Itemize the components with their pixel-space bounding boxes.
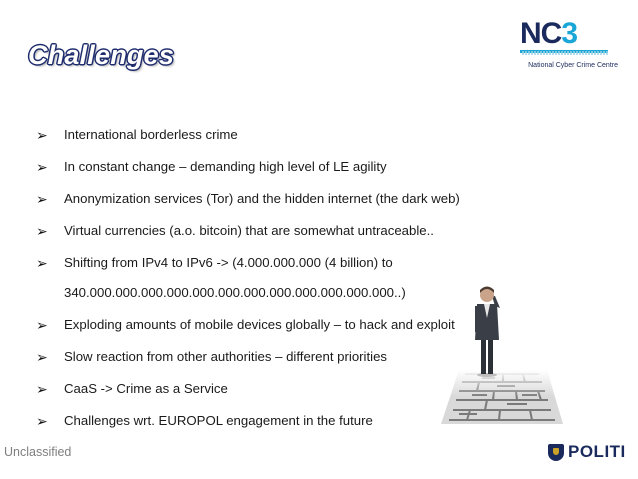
- arrow-bullet-icon: ➢: [36, 159, 48, 175]
- bullet-text: In constant change – demanding high level of LE agility: [64, 159, 387, 174]
- logo-mark: [520, 18, 577, 50]
- logo-mark-3: 3: [561, 17, 578, 50]
- arrow-bullet-icon: ➢: [36, 191, 48, 207]
- bullet-text: Virtual currencies (a.o. bitcoin) that are somewhat untraceable..: [64, 223, 434, 238]
- bullet-item: [36, 316, 455, 334]
- bullet-text: Slow reaction from other authorities – different priorities: [64, 349, 388, 364]
- bullet-text: Challenges wrt. EUROPOL engagement in the future: [64, 413, 373, 428]
- arrow-bullet-icon: ➢: [36, 223, 48, 239]
- bullet-text: International borderless crime: [64, 127, 238, 142]
- logo-caption: National Cyber Crime Centre: [528, 62, 618, 69]
- politi-logo: POLITI: [568, 442, 626, 461]
- bullet-text: Exploding amounts of mobile devices globally – to hack and exploit: [64, 317, 455, 332]
- arrow-bullet-icon: ➢: [36, 317, 48, 333]
- arrow-bullet-icon: ➢: [36, 127, 48, 143]
- arrow-bullet-icon: ➢: [36, 255, 48, 271]
- bullet-continuation: 340.000.000.000.000.000.000.000.000.000.000.000.000..): [64, 285, 406, 300]
- arrow-bullet-icon: ➢: [36, 349, 48, 365]
- bullet-item: [36, 126, 238, 144]
- maze: [441, 370, 563, 424]
- bullet-item: [36, 380, 228, 398]
- businessman-figure: [475, 287, 500, 378]
- logo-mark-nc: NC: [520, 17, 562, 50]
- bullet-item: [36, 348, 387, 366]
- slide-title: Challenges: [28, 40, 175, 70]
- logo-strip-pattern: [522, 51, 608, 55]
- classification-label: Unclassified: [4, 445, 72, 459]
- bullet-text: CaaS -> Crime as a Service: [64, 381, 228, 396]
- bullet-text: Anonymization services (Tor) and the hidden internet (the dark web): [64, 191, 460, 206]
- bullet-text: Shifting from IPv4 to IPv6 -> (4.000.000.000 (4 billion) to: [64, 255, 393, 270]
- bullet-item: [36, 254, 393, 272]
- arrow-bullet-icon: ➢: [36, 413, 48, 429]
- police-badge-icon: [548, 444, 564, 461]
- bullet-item: [36, 412, 373, 430]
- nc3-logo: [506, 16, 618, 76]
- maze-man-illustration: [437, 274, 567, 424]
- bullet-item: [36, 190, 460, 208]
- bullet-item: [36, 222, 434, 240]
- bullet-item: [36, 158, 387, 176]
- arrow-bullet-icon: ➢: [36, 381, 48, 397]
